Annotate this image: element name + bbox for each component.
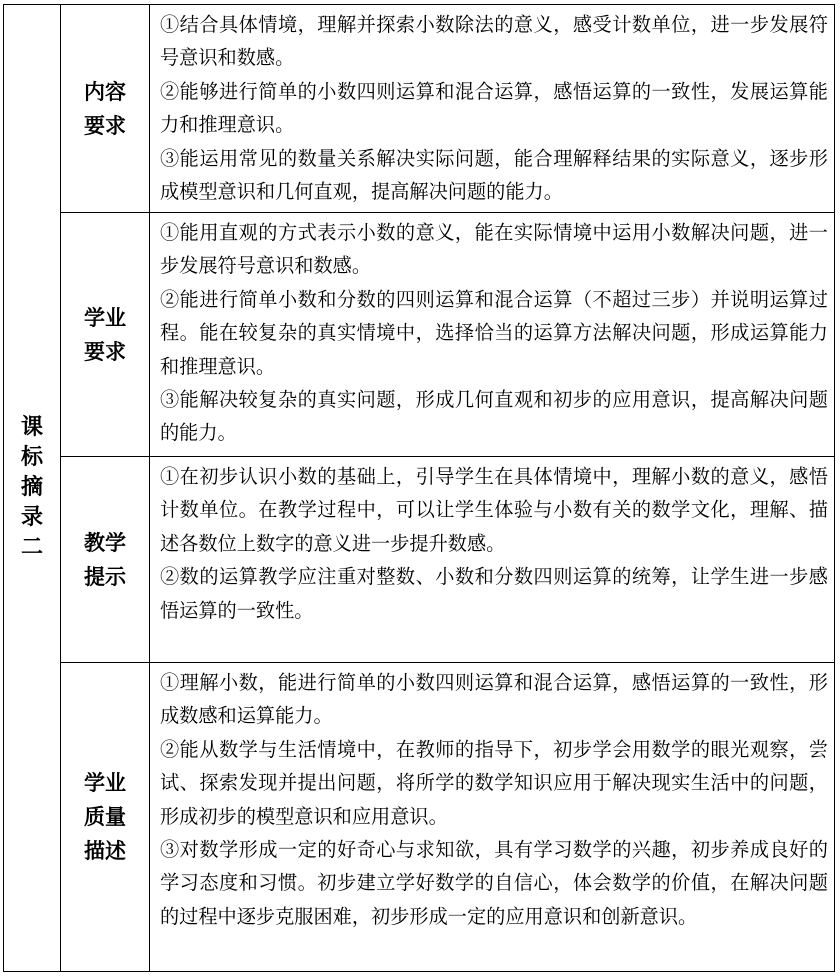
list-item: ①能用直观的方式表示小数的意义，能在实际情境中运用小数解决问题，进一步发展符号意识和数感。 — [160, 221, 828, 278]
table-row — [4, 213, 835, 457]
list-item: ①结合具体情境，理解并探索小数除法的意义，感受计数单位，进一步发展符号意识和数感。 — [160, 13, 828, 70]
row-label-quality-description: 学业质量描述 — [84, 771, 126, 863]
list-item: ②能从数学与生活情境中，在教师的指导下，初步学会用数学的眼光观察，尝试、探索发现并提出问题，将所学的数学知识应用于解决现实生活中的问题，形成初步的模型意识和应用意识。 — [160, 737, 828, 828]
row-content-cell — [150, 663, 835, 972]
row-label-academic-requirements: 学业要求 — [84, 305, 126, 364]
list-item: ③能运用常见的数量关系解决实际问题，能合理解释结果的实际意义，逐步形成模型意识和几何直观，提高解决问题的能力。 — [160, 146, 828, 204]
list-item: ①在初步认识小数的基础上，引导学生在具体情境中，理解小数的意义，感悟计数单位。在教学过程中，可以让学生体验与小数有关的数学文化，理解、描述各数位上数字的意义进一步提升数感。 — [160, 465, 828, 555]
row-label-cell — [61, 663, 150, 972]
list-item: ③能解决较复杂的真实问题，形成几何直观和初步的应用意识，提高解决问题的能力。 — [160, 388, 828, 445]
side-title: 课标摘录二 — [20, 415, 43, 560]
syllabus-excerpt-table — [3, 4, 835, 972]
table-row — [4, 663, 835, 972]
row-content-cell — [150, 5, 835, 213]
list-item: ②数的运算教学应注重对整数、小数和分数四则运算的统筹，让学生进一步感悟运算的一致性。 — [160, 565, 828, 622]
list-item: ③对数学形成一定的好奇心与求知欲，具有学习数学的兴趣，初步养成良好的学习态度和习惯。初步建立学好数学的自信心，体会数学的价值，在解决问题的过程中逐步克服困难，初步形成一定的应用意识和创新意识。 — [160, 838, 828, 928]
side-title-cell — [4, 5, 61, 972]
row-label-cell — [61, 213, 150, 457]
row-content-cell — [150, 457, 835, 663]
row-label-cell — [61, 457, 150, 663]
row-label-cell — [61, 5, 150, 213]
list-item: ②能进行简单小数和分数的四则运算和混合运算（不超过三步）并说明运算过程。能在较复杂的真实情境中，选择恰当的运算方法解决问题，形成运算能力和推理意识。 — [160, 287, 828, 378]
table-row — [4, 5, 835, 213]
list-item: ②能够进行简单的小数四则运算和混合运算，感悟运算的一致性，发展运算能力和推理意识。 — [160, 79, 828, 137]
row-label-teaching-tips: 教学提示 — [84, 530, 126, 589]
table-row — [4, 457, 835, 663]
row-label-content-requirements: 内容要求 — [84, 79, 126, 138]
list-item: ①理解小数，能进行简单的小数四则运算和混合运算，感悟运算的一致性，形成数感和运算能力。 — [160, 671, 828, 728]
row-content-cell — [150, 213, 835, 457]
